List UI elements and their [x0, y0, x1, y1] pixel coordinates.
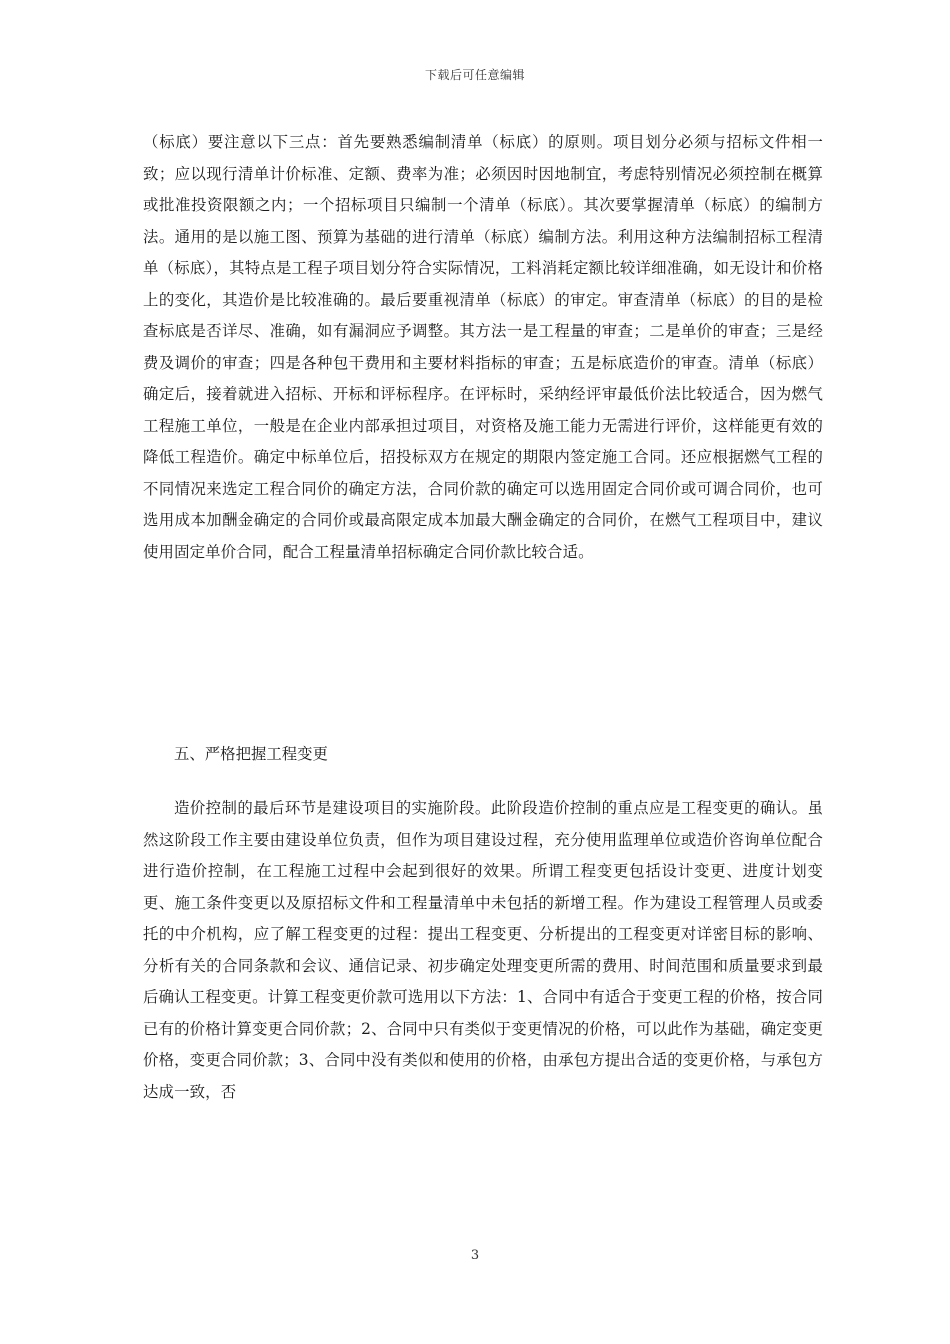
section-heading-change-control: 五、严格把握工程变更 — [174, 745, 328, 763]
page-header: 下载后可任意编辑 — [424, 68, 525, 82]
paragraph-bid-base: （标底）要注意以下三点：首先要熟悉编制清单（标底）的原则。项目划分必须与招标文件相一致；应以现行清单计价标准、定额、费率为准；必须因时因地制宜，考虑特别情况必须控制在概算或批准投资限额之内；一个招标项目只编制一个清单（标底）。其次要掌握清单（标底）的编制方法。通用的是以施工图、预算为基础的进行清单（标底）编制方法。利用这种方法编制招标工程清单（标底），其特点是工程子项目划分符合实际情况，工料消耗定额比较详细准确，如无设计和价格上的变化，其造价是比较准确的。最后要重视清单（标底）的审定。审查清单（标底）的目的是检查标底是否详尽、准确，如有漏洞应予调整。其方法一是工程量的审查；二是单价的审查；三是经费及调价的审查；四是各种包干费用和主要材料指标的审查；五是标底造价的审查。清单（标底）确定后，接着就进入招标、开标和评标程序。在评标时，采纳经评审最低价法比较适合，因为燃气工程施工单位，一般是在企业内部承担过项目，对资格及施工能力无需进行评价，这样能更有效的降低工程造价。确定中标单位后，招投标双方在规定的期限内签定施工合同。还应根据燃气工程的不同情况来选定工程合同价的确定方法，合同价款的确定可以选用固定合同价或可调合同价，也可选用成本加酬金确定的合同价或最高限定成本加最大酬金确定的合同价，在燃气工程项目中，建议使用固定单价合同，配合工程量清单招标确定合同价款比较合适。 — [143, 133, 823, 561]
paragraph-engineering-change: 造价控制的最后环节是建设项目的实施阶段。此阶段造价控制的重点应是工程变更的确认。虽然这阶段工作主要由建设单位负责，但作为项目建设过程，充分使用监理单位或造价咨询单位配合进行造价控制，在工程施工过程中会起到很好的效果。所谓工程变更包括设计变更、进度计划变更、施工条件变更以及原招标文件和工程量清单中未包括的新增工程。作为建设工程管理人员或委托的中介机构，应了解工程变更的过程：提出工程变更、分析提出的工程变更对详密目标的影响、分析有关的合同条款和会议、通信记录、初步确定处理变更所需的费用、时间范围和质量要求到最后确认工程变更。计算工程变更价款可选用以下方法：1、合同中有适合于变更工程的价格，按合同已有的价格计算变更合同价款；2、合同中只有类似于变更情况的价格，可以此作为基础，确定变更价格，变更合同价款；3、合同中没有类似和使用的价格，由承包方提出合适的变更价格，与承包方达成一致，否 — [143, 799, 823, 1101]
body-section-1 — [143, 127, 823, 568]
body-section-2 — [143, 793, 823, 1108]
page-number: 3 — [470, 1248, 480, 1263]
